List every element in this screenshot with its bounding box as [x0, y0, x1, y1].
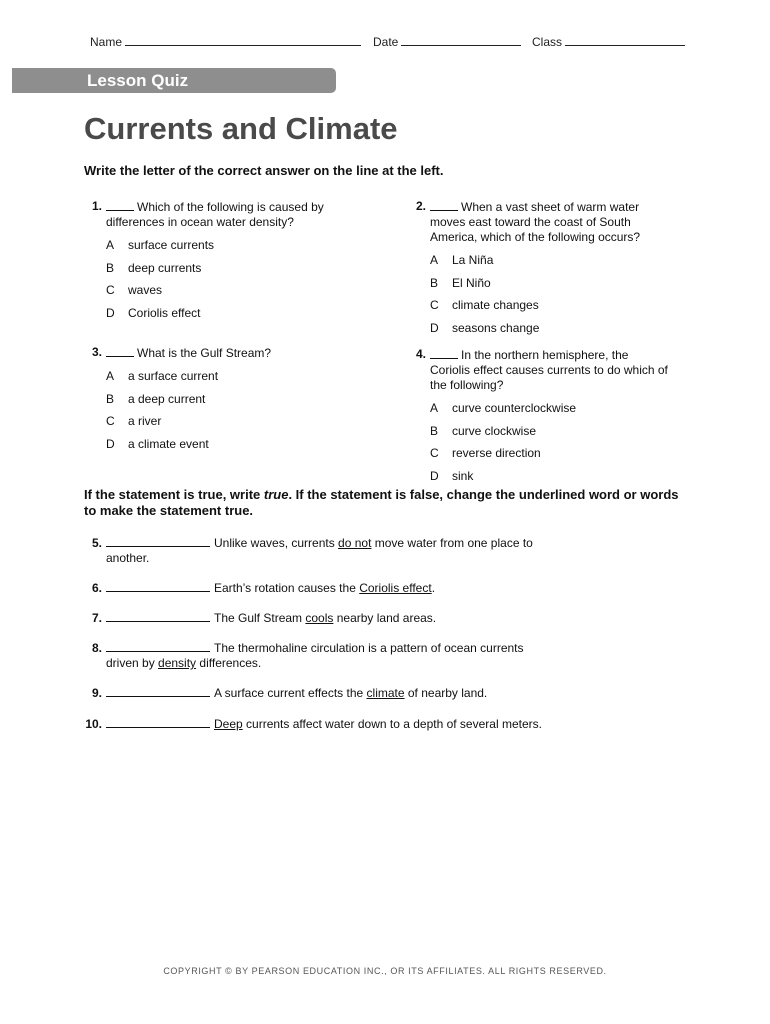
tf-item-5: 5. Unlike waves, currents do not move water from one place to another.: [84, 535, 584, 566]
copyright-footer: COPYRIGHT © BY PEARSON EDUCATION INC., OR ITS AFFILIATES. ALL RIGHTS RESERVED.: [163, 966, 607, 975]
tf-item-9: 9. A surface current effects the climate of nearby land.: [84, 685, 584, 701]
item-number: 7.: [91, 611, 102, 625]
underlined-term: cools: [305, 611, 334, 625]
option-a: A a surface current: [106, 369, 219, 383]
underlined-term: do not: [338, 536, 372, 550]
option-c: C reverse direction: [430, 446, 541, 460]
question-1: [84, 199, 354, 328]
option-b: B deep currents: [106, 260, 202, 275]
tf-item-6: 6. Earth’s rotation causes the Coriolis effect.: [84, 580, 584, 596]
date-label: Date: [373, 35, 399, 49]
answer-line[interactable]: [106, 685, 210, 697]
option-b: B curve clockwise: [430, 423, 537, 438]
answer-blank[interactable]: [430, 199, 458, 211]
question-stem: What is the Gulf Stream?: [137, 346, 272, 360]
option-a: A curve counterclockwise: [430, 401, 577, 415]
date-line[interactable]: [401, 33, 521, 46]
question-number: 2.: [415, 199, 426, 213]
option-d: D sink: [430, 468, 474, 483]
answer-line[interactable]: [106, 640, 210, 652]
option-d: D a climate event: [106, 436, 209, 451]
name-label: Name: [90, 35, 123, 49]
question-number: 3.: [91, 345, 102, 359]
underlined-term: density: [158, 656, 197, 670]
item-number: 8.: [91, 641, 102, 655]
answer-line[interactable]: [106, 716, 210, 728]
option-d: D Coriolis effect: [106, 305, 201, 320]
tf-item-8: 8. The thermohaline circulation is a pattern of ocean currents driven by density differences.: [84, 640, 584, 671]
option-c: C climate changes: [430, 298, 539, 312]
class-field[interactable]: [532, 33, 685, 49]
option-d: D seasons change: [430, 320, 540, 335]
underlined-term: Coriolis effect: [359, 581, 432, 595]
answer-line[interactable]: [106, 610, 210, 622]
option-c: C a river: [106, 414, 162, 428]
question-number: 4.: [415, 347, 426, 361]
answer-blank[interactable]: [106, 345, 134, 357]
option-a: A surface currents: [106, 238, 215, 252]
question-stem: In the northern hemisphere, the Coriolis effect causes currents to do which of the following?: [430, 348, 668, 392]
question-stem: When a vast sheet of warm water moves east toward the coast of South America, which of the following occurs?: [430, 200, 641, 244]
date-field[interactable]: [373, 33, 521, 49]
item-number: 9.: [91, 686, 102, 700]
class-line[interactable]: [565, 33, 685, 46]
option-b: B El Niño: [430, 275, 491, 290]
answer-line[interactable]: [106, 580, 210, 592]
underlined-term: Deep: [214, 717, 243, 731]
item-number: 10.: [85, 717, 102, 731]
name-field[interactable]: [90, 33, 361, 49]
name-line[interactable]: [125, 33, 361, 46]
page-title: Currents and Climate: [84, 111, 398, 146]
item-number: 5.: [91, 536, 102, 550]
tf-item-7: 7. The Gulf Stream cools nearby land areas.: [84, 610, 584, 626]
answer-line[interactable]: [106, 535, 210, 547]
tf-item-10: 10. Deep currents affect water down to a depth of several meters.: [85, 717, 542, 731]
question-stem: Which of the following is caused by differences in ocean water density?: [106, 200, 324, 229]
class-label: Class: [532, 35, 563, 49]
answer-blank[interactable]: [430, 347, 458, 359]
option-b: B a deep current: [106, 391, 206, 406]
question-2: [408, 199, 656, 343]
question-3: [84, 345, 354, 459]
mc-instructions: Write the letter of the correct answer on the line at the left.: [84, 163, 444, 178]
option-a: A La Niña: [430, 253, 494, 267]
answer-blank[interactable]: [106, 199, 134, 211]
underlined-term: climate: [366, 686, 405, 700]
item-number: 6.: [91, 581, 102, 595]
option-c: C waves: [106, 283, 163, 297]
question-number: 1.: [91, 199, 102, 213]
lesson-quiz-banner: Lesson Quiz: [12, 68, 336, 93]
tf-instructions: If the statement is true, write true. If the statement is false, change the underlined word or words to make the statement true.: [84, 487, 679, 518]
question-4: [408, 347, 670, 491]
